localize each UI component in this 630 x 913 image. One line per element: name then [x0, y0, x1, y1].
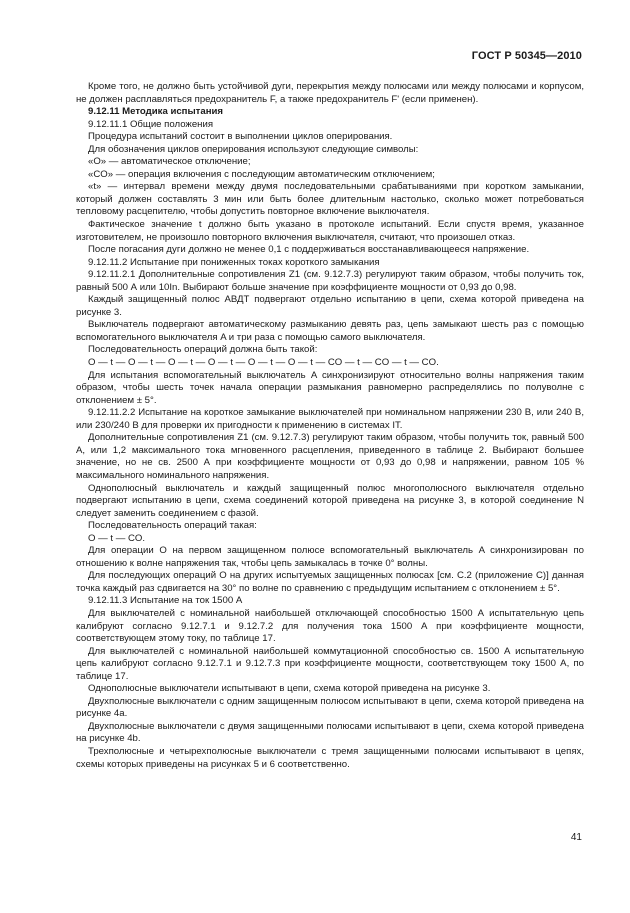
- paragraph: Последовательность операций должна быть такой:: [88, 344, 318, 356]
- symbol-definition: «t» — интервал времени между двумя последовательными срабатываниями при коротком замыкании, который должен составлять 3 мин или быть более длительным настолько, сколько может потребоваться тепловому расцепителю, чтобы допустить повторное включение выключателя.: [76, 181, 584, 218]
- paragraph: Однополюсные выключатели испытывают в цепи, схема которой приведена на рисунке 3.: [88, 683, 491, 695]
- section-heading: 9.12.11 Методика испытания: [88, 106, 223, 118]
- paragraph: Выключатель подвергают автоматическому размыканию девять раз, цепь замыкают шесть раз с помощью вспомогательного выключателя A и три раза с помощью самого выключателя.: [76, 319, 584, 343]
- subsection-title: 9.12.11.3 Испытание на ток 1500 А: [88, 595, 243, 607]
- paragraph: 9.12.11.2.1 Дополнительные сопротивления Z1 (см. 9.12.7.3) регулируют таким образом, чтобы получить ток, равный 500 А или 10In. Выбирают больше значение при коэффициенте мощности от 0,93 до 0,98.: [76, 269, 584, 293]
- subsection-title: 9.12.11.1 Общие положения: [88, 118, 214, 130]
- subsection-title: 9.12.11.2 Испытание при пониженных токах короткого замыкания: [88, 256, 380, 268]
- operation-sequence: O — t — CO.: [88, 532, 146, 544]
- paragraph: Процедура испытаний состоит в выполнении циклов оперирования.: [88, 131, 393, 143]
- paragraph: Для выключателей с номинальной наибольшей коммутационной способностью св. 1500 А испытательную цепь калибруют согласно 9.12.7.1 и 9.12.7.3 при коэффициенте мощности, соответствующем току 1500 А, по таблице 17.: [76, 645, 584, 682]
- paragraph: Трехполюсные и четырехполюсные выключатели с тремя защищенными полюсами испытывают в цепях, схемы которых приведены на рисунках 5 и 6 соответственно.: [76, 745, 584, 770]
- paragraph: После погасания дуги должно не менее 0,1 с поддерживаться восстанавливающееся напряжение.: [88, 244, 530, 256]
- paragraph: Для последующих операций O на других испытуемых защищенных полюсах [см. С.2 (приложение С)] данная точка каждый раз сдвигается на 30° по волне по сравнению с предыдущим испытанием с отклонением ± 5°.: [76, 570, 584, 594]
- paragraph: Для выключателей с номинальной наибольшей отключающей способностью 1500 А испытательную цепь калибруют согласно 9.12.7.1 и 9.12.7.2 для получения тока 1500 А при коэффициенте мощности, соответствующем этому току, по таблице 17.: [76, 607, 584, 645]
- operation-sequence: O — t — O — t — O — t — O — t — O — t — O — t — CO — t — CO — t — CO.: [88, 357, 439, 369]
- paragraph: Однополюсный выключатель и каждый защищенный полюс многополюсного выключателя отдельно подвергают испытанию в цепи, схема соединений которой приведена на рисунке 3, в которой соединение N следует заменить соединением с фазой.: [76, 482, 584, 519]
- paragraph: Для обозначения циклов оперирования используют следующие символы:: [88, 143, 419, 155]
- paragraph: Для испытания вспомогательный выключатель A синхронизируют относительно волны напряжения таким образом, чтобы шесть точек начала операции размыкания равномерно распределялись по полуволне с отклонением ± 5°.: [76, 369, 584, 406]
- paragraph: Для операции O на первом защищенном полюсе вспомогательный выключатель A синхронизирован по отношению к волне напряжения так, чтобы цепь замыкалась в точке 0° волны.: [76, 545, 584, 569]
- paragraph: Фактическое значение t должно быть указано в протоколе испытаний. Если спустя время, указанное изготовителем, не произошло повторного включения выключателя, считают, что произошел отказ.: [76, 219, 584, 243]
- paragraph: Последовательность операций такая:: [88, 520, 257, 532]
- paragraph: Двухполюсные выключатели с двумя защищенными полюсами испытывают в цепи, схема которой приведена на рисунке 4b.: [76, 720, 584, 745]
- symbol-definition: «O» — автоматическое отключение;: [88, 156, 251, 168]
- paragraph: Дополнительные сопротивления Z1 (см. 9.12.7.3) регулируют таким образом, чтобы получить ток, равный 500 А, или 1,2 максимального тока мгновенного расцепления, приведенного в таблице 2. Выбирают большее значение, но не св. 2500 А при коэффициенте мощности от 0,93 до 0,98 и напряжении, равном 105 % максимального номинального напряжения.: [76, 432, 584, 481]
- standard-header: ГОСТ Р 50345—2010: [471, 50, 582, 62]
- paragraph: Двухполюсные выключатели с одним защищенным полюсом испытывают в цепи, схема которой приведена на рисунке 4a.: [76, 695, 584, 720]
- paragraph: Кроме того, не должно быть устойчивой дуги, перекрытия между полюсами или между полюсами и корпусом, не должен расплавляться предохранитель F, а также предохранитель F' (если применен).: [76, 81, 584, 105]
- subsection-title: 9.12.11.2.2 Испытание на короткое замыкание выключателей при номинальном напряжении 230 В, или 240 В, или 230/240 В для проверки их пригодности к применению в системах IT.: [76, 407, 584, 431]
- page-number: 41: [570, 832, 582, 843]
- document-body: [76, 81, 584, 771]
- symbol-definition: «CO» — операция включения с последующим автоматическим отключением;: [88, 168, 435, 180]
- paragraph: Каждый защищенный полюс АВДТ подвергают отдельно испытанию в цепи, схема которой приведена на рисунке 3.: [76, 294, 584, 318]
